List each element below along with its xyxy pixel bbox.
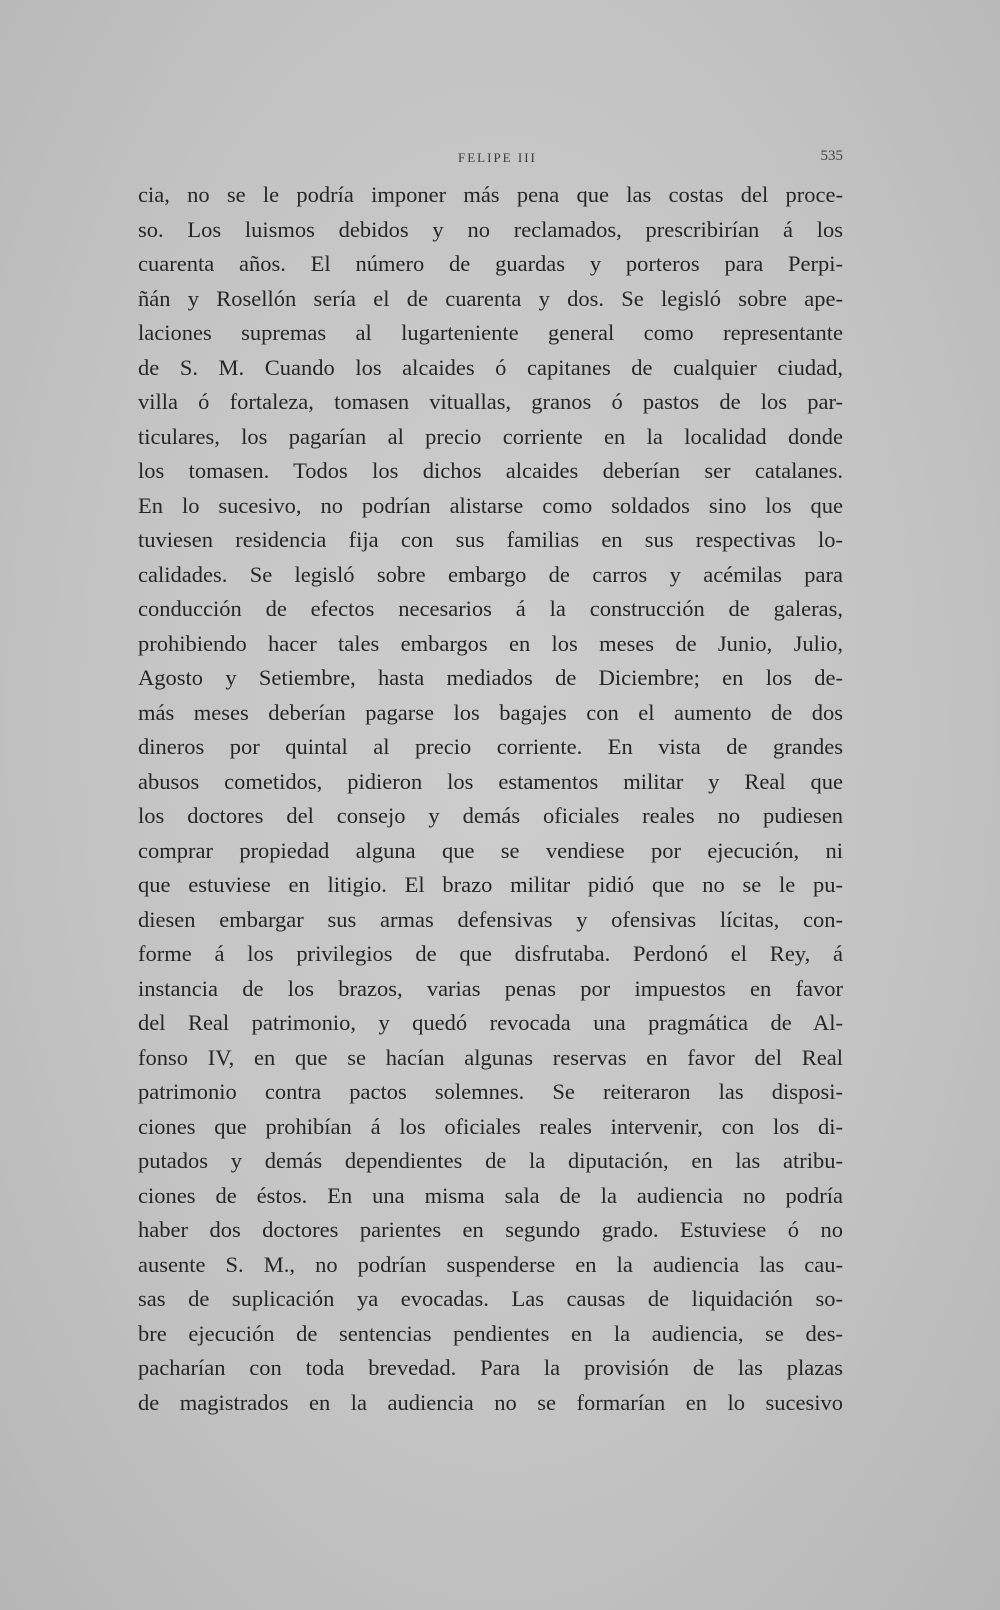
running-title: FELIPE III xyxy=(458,150,537,165)
page-number: 535 xyxy=(820,148,843,164)
text-line: En lo sucesivo, no podrían alistarse como soldados sino los que xyxy=(138,492,843,518)
text-line: cuarenta años. El número de guardas y porteros para Perpi- xyxy=(138,251,843,276)
running-head xyxy=(138,144,843,170)
text-line: Agosto y Setiembre, hasta mediados de Diciembre; en los de- xyxy=(138,665,843,690)
text-line: sas de suplicación ya evocadas. Las causas de liquidación so- xyxy=(138,1286,843,1311)
text-line: abusos cometidos, pidieron los estamentos militar y Real que xyxy=(138,768,843,794)
text-line: bre ejecución de sentencias pendientes en la audiencia, se des- xyxy=(138,1320,843,1346)
text-line: dineros por quintal al precio corriente. En vista de grandes xyxy=(138,734,843,759)
text-line: de S. M. Cuando los alcaides ó capitanes de cualquier ciudad, xyxy=(138,354,843,380)
text-line: ñán y Rosellón sería el de cuarenta y dos. Se legisló sobre ape- xyxy=(138,285,843,311)
text-line: calidades. Se legisló sobre embargo de carros y acémilas para xyxy=(138,561,843,587)
text-line: ciones de éstos. En una misma sala de la audiencia no podría xyxy=(138,1182,843,1208)
text-line: prohibiendo hacer tales embargos en los meses de Junio, Julio, xyxy=(138,630,843,656)
text-line: del Real patrimonio, y quedó revocada una pragmática de Al- xyxy=(138,1010,843,1035)
text-line: conducción de efectos necesarios á la construcción de galeras, xyxy=(138,596,843,621)
text-line: más meses deberían pagarse los bagajes con el aumento de dos xyxy=(138,699,843,725)
text-line: diesen embargar sus armas defensivas y ofensivas lícitas, con- xyxy=(138,906,843,932)
text-line: ausente S. M., no podrían suspenderse en la audiencia las cau- xyxy=(138,1251,843,1277)
text-line: tuviesen residencia fija con sus familias en sus respectivas lo- xyxy=(138,527,843,552)
text-line: fonso IV, en que se hacían algunas reservas en favor del Real xyxy=(138,1044,843,1070)
text-line: ciones que prohibían á los oficiales reales intervenir, con los di- xyxy=(138,1113,843,1139)
text-line: pacharían con toda brevedad. Para la provisión de las plazas xyxy=(138,1355,843,1380)
text-line: de magistrados en la audiencia no se formarían en lo sucesivo xyxy=(138,1389,843,1415)
text-line: comprar propiedad alguna que se vendiese por ejecución, ni xyxy=(138,837,843,863)
text-line: instancia de los brazos, varias penas por impuestos en favor xyxy=(138,975,843,1001)
text-line: putados y demás dependientes de la diputación, en las atribu- xyxy=(138,1148,843,1173)
text-line: los tomasen. Todos los dichos alcaides deberían ser catalanes. xyxy=(138,458,843,483)
text-line: que estuviese en litigio. El brazo militar pidió que no se le pu- xyxy=(138,872,843,897)
text-line: los doctores del consejo y demás oficiales reales no pudiesen xyxy=(138,803,843,828)
text-line: villa ó fortaleza, tomasen vituallas, granos ó pastos de los par- xyxy=(138,389,843,414)
text-line: haber dos doctores parientes en segundo grado. Estuviese ó no xyxy=(138,1217,843,1242)
text-line: laciones supremas al lugarteniente general como representante xyxy=(138,320,843,345)
body-text xyxy=(138,178,843,1420)
text-line: ticulares, los pagarían al precio corriente en la localidad donde xyxy=(138,423,843,449)
text-line: cia, no se le podría imponer más pena que las costas del proce- xyxy=(138,182,843,207)
text-line: patrimonio contra pactos solemnes. Se reiteraron las disposi- xyxy=(138,1079,843,1104)
text-line: forme á los privilegios de que disfrutaba. Perdonó el Rey, á xyxy=(138,941,843,966)
text-line: so. Los luismos debidos y no reclamados, prescribirían á los xyxy=(138,216,843,242)
